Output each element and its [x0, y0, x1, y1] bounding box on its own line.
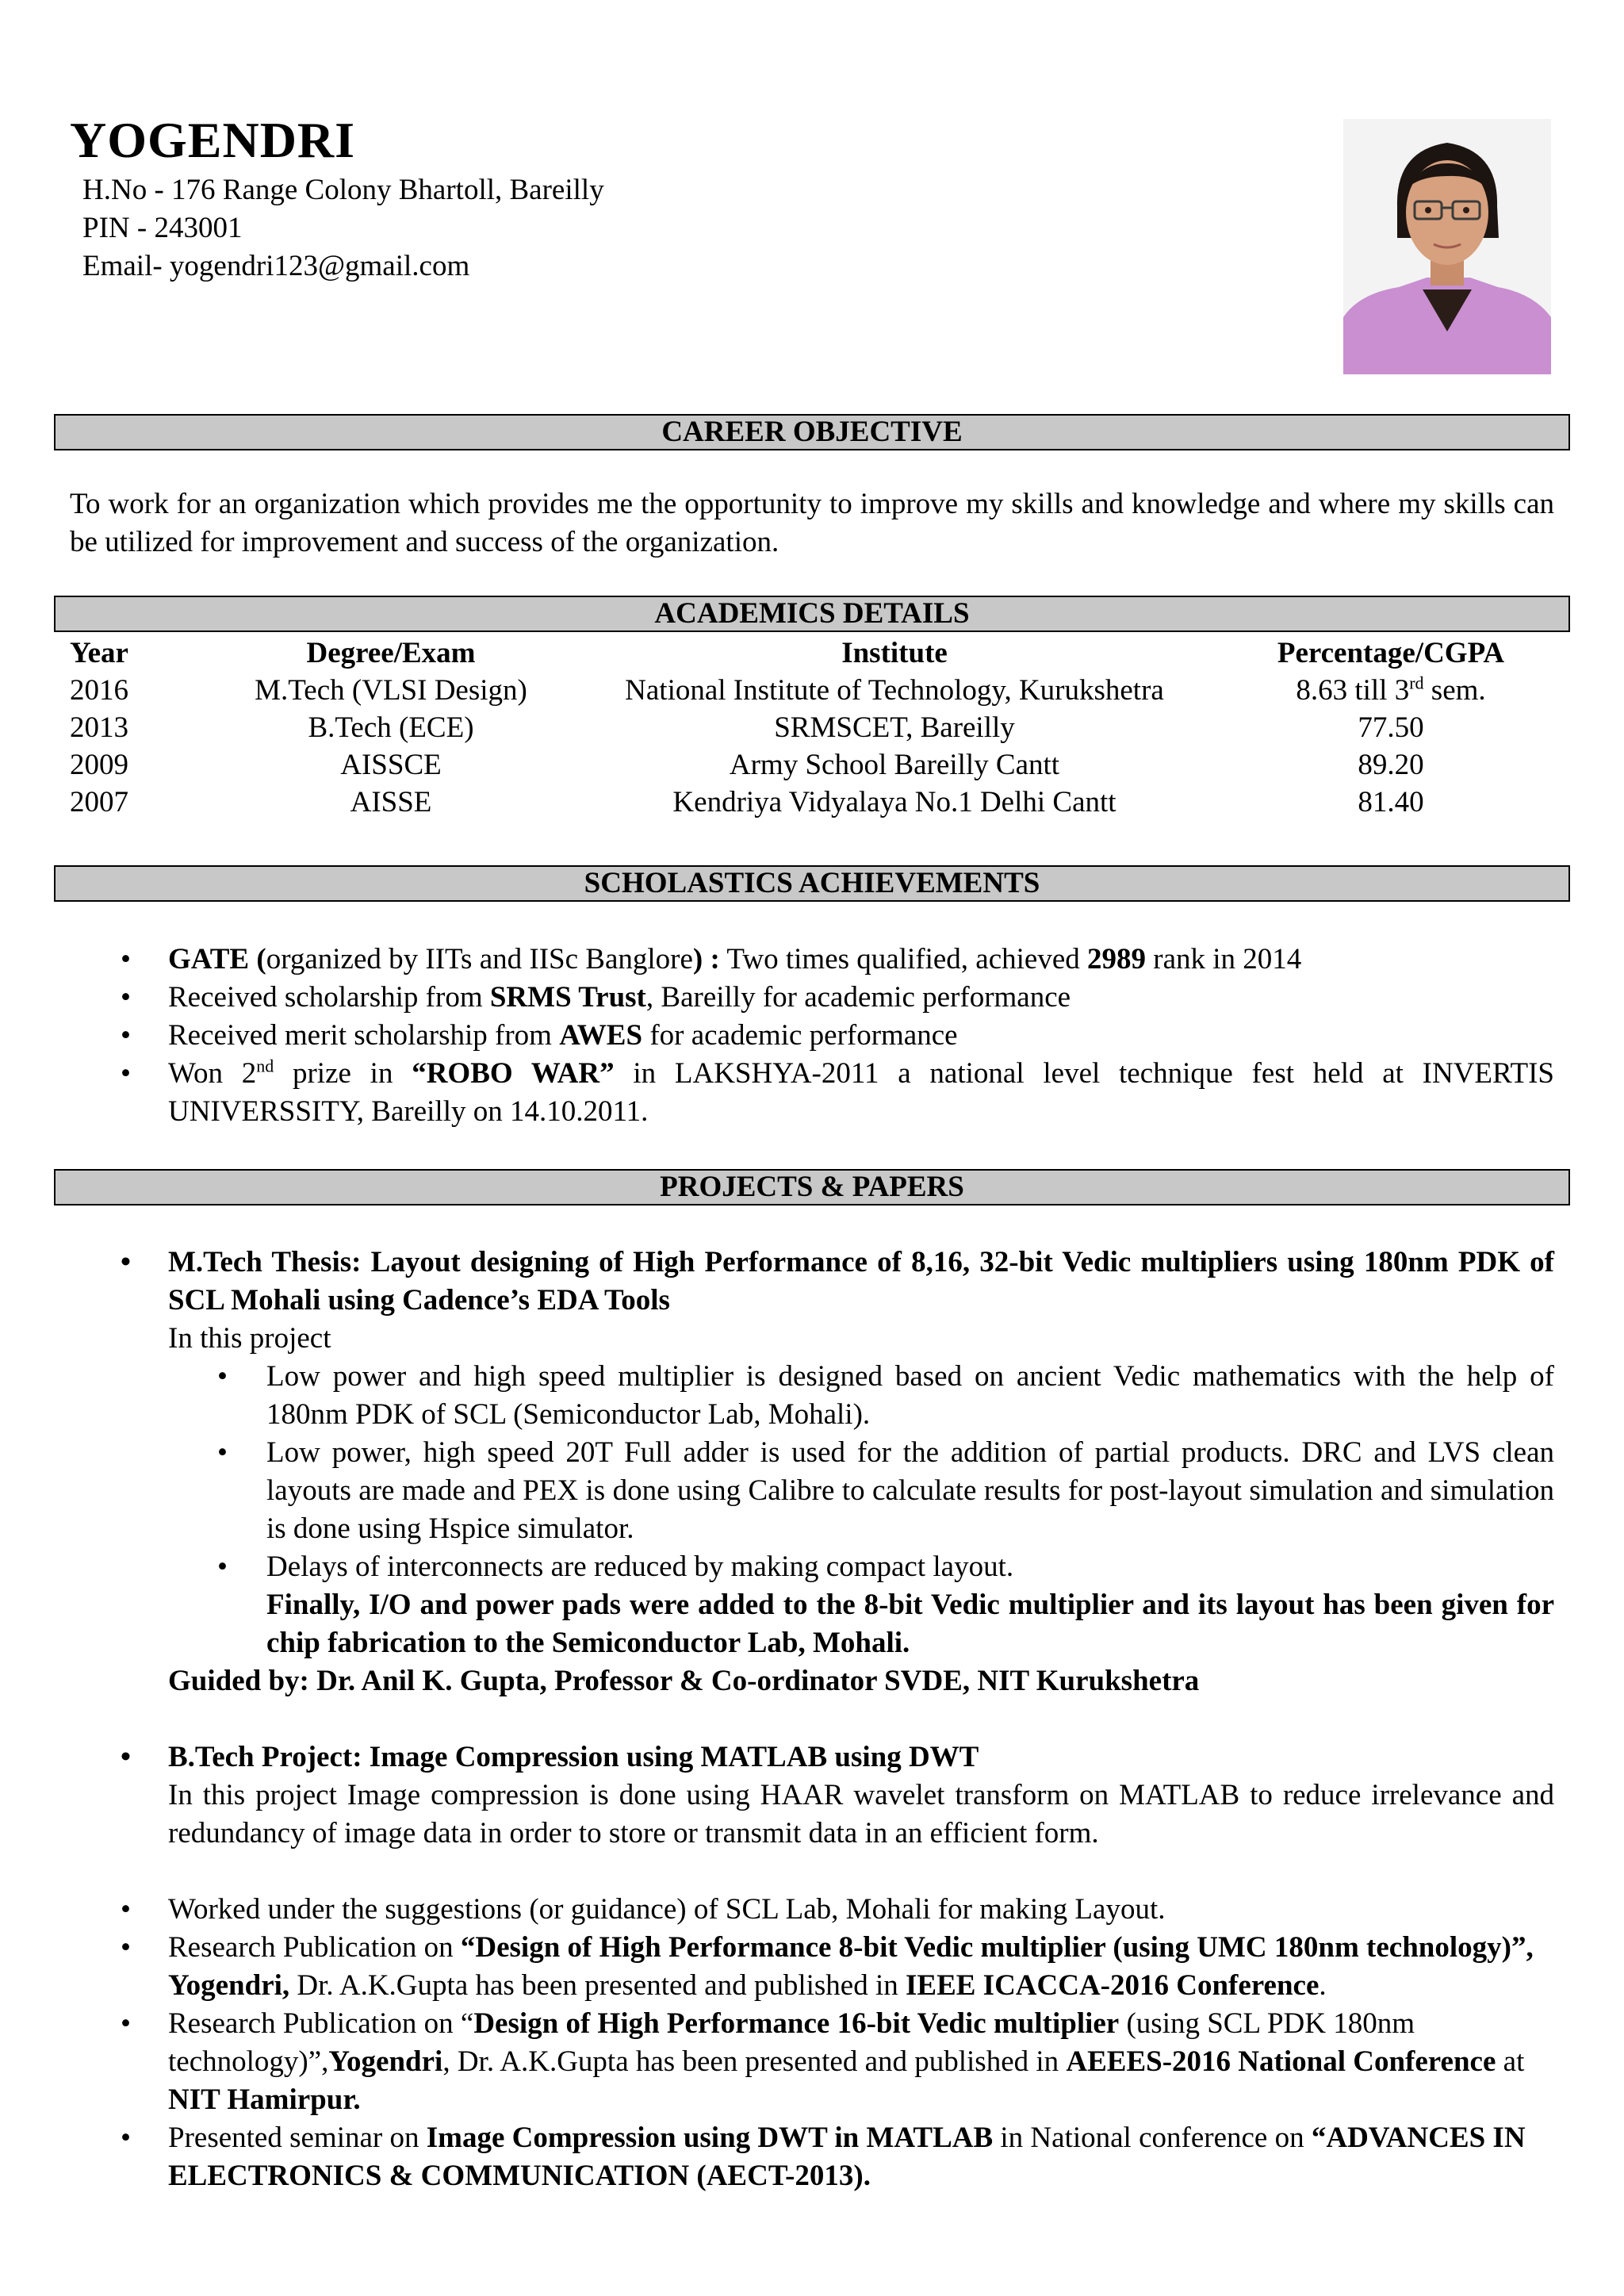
pub1-authors: Dr. A.K.Gupta has been presented and published in — [289, 1969, 906, 2002]
pub1-end: . — [1319, 1969, 1327, 2002]
pub2-title: Design of High Performance 16-bit Vedic multiplier — [473, 2007, 1120, 2040]
pub2-author: Yogendri — [328, 2045, 443, 2078]
candidate-name: YOGENDRI — [70, 112, 356, 168]
projects-header: PROJECTS & PAPERS — [54, 1169, 1570, 1205]
gate-text: Two times qualified, achieved — [719, 943, 1088, 976]
table-row — [70, 672, 1554, 709]
mtech-final-note: Finally, I/O and power pads were added to the 8-bit Vedic multiplier and its layout has been given for chip fabrication to the Semiconductor Lab, Mohali. — [266, 1589, 1554, 1659]
awes-tail: for academic performance — [642, 1019, 958, 1052]
projects-list — [70, 1244, 1554, 2195]
col-percentage: Percentage/CGPA — [1277, 637, 1505, 669]
table-row — [70, 746, 1554, 784]
table-row — [70, 784, 1554, 821]
col-year: Year — [70, 637, 128, 669]
scholastics-list — [70, 941, 1562, 1131]
seminar-conf-text: in National conference on — [993, 2122, 1312, 2154]
col-institute: Institute — [841, 637, 948, 669]
robo-tail: in LAKSHYA-2011 a national level technique fest held at INVERTIS UNIVERSSITY, Bareilly on 14.10.2011. — [168, 1057, 1562, 1128]
robo-prize: prize in — [274, 1057, 412, 1090]
pub2-tech: (using SCL PDK 180nm technology)”, — [168, 2007, 1423, 2078]
score-superscript: rd — [1409, 673, 1424, 693]
pub2-text: Research Publication on “ — [168, 2007, 474, 2040]
mtech-thesis-title: • M.Tech Thesis: Layout designing of High Performance of 8,16, 32-bit Vedic multipliers using 180nm PDK of SCL Mohali using Cadence’s EDA Tools — [70, 1244, 1554, 1320]
btech-project-title: • B.Tech Project: Image Compression using MATLAB using DWT — [70, 1738, 1554, 1777]
list-item-srms — [70, 979, 1554, 1017]
pub2-at: at — [1496, 2045, 1532, 2078]
mtech-guide: Guided by: Dr. Anil K. Gupta, Professor & Co-ordinator SVDE, NIT Kurukshetra — [168, 1665, 1200, 1697]
gate-label: GATE ( — [168, 943, 266, 976]
year-cell: 2009 — [70, 749, 128, 781]
gate-colon: ) : — [692, 943, 720, 976]
mtech-intro: In this project — [168, 1322, 331, 1355]
academics-header: ACADEMICS DETAILS — [54, 596, 1570, 632]
list-item-awes — [70, 1017, 1554, 1055]
degree-cell: M.Tech (VLSI Design) — [255, 674, 527, 707]
mtech-point: • Delays of interconnects are reduced by making compact layout. — [70, 1548, 1554, 1586]
pin-line: PIN - 243001 — [82, 212, 243, 244]
career-objective-text: To work for an organization which provides me the opportunity to improve my skills and knowledge and where my skills can be utilized for improvement and success of the organization. — [70, 488, 1554, 558]
academics-table — [70, 634, 1554, 821]
seminar-text: Presented seminar on — [168, 2122, 427, 2154]
btech-description: In this project Image compression is done using HAAR wavelet transform on MATLAB to reduce irrelevance and redundancy of image data in order to store or transmit data in an efficient form. — [168, 1779, 1554, 1849]
publication-item-1 — [70, 1929, 1554, 2005]
degree-cell: B.Tech (ECE) — [308, 711, 474, 744]
institute-cell: Army School Bareilly Cantt — [729, 749, 1060, 781]
score-tail: sem. — [1423, 674, 1486, 707]
score-cell — [1228, 672, 1554, 709]
table-row — [70, 709, 1554, 746]
institute-cell: National Institute of Technology, Kurukshetra — [625, 674, 1164, 707]
seminar-topic: Image Compression using DWT in MATLAB — [426, 2122, 994, 2154]
robo-text: Won 2 — [168, 1057, 257, 1090]
gate-organizer: organized by IITs and IISc Banglore — [266, 943, 693, 976]
robo-war-name: “ROBO WAR” — [412, 1057, 615, 1090]
pub1-text: Research Publication on — [168, 1931, 461, 1964]
career-objective-header: CAREER OBJECTIVE — [54, 414, 1570, 450]
email-line: Email- yogendri123@gmail.com — [82, 250, 470, 282]
pub2-venue: AEEES-2016 National Conference — [1066, 2045, 1496, 2078]
pub1-title: “Design of High Performance 8-bit Vedic multiplier (using UMC 180nm technology)”, Yogendri, — [168, 1931, 1534, 2002]
score-cell: 81.40 — [1358, 786, 1424, 818]
srms-tail: , Bareilly for academic performance — [645, 981, 1071, 1014]
mtech-point: • Low power, high speed 20T Full adder is used for the addition of partial products. DRC and LVS clean layouts are made and PEX is done using Calibre to calculate results for post-layout simulation and simulation is done using Hspice simulator. — [70, 1434, 1554, 1548]
score-cell: 77.50 — [1358, 711, 1424, 744]
score-value: 8.63 till 3 — [1296, 674, 1410, 707]
profile-photo — [1343, 119, 1551, 374]
pub1-venue: IEEE ICACCA-2016 Conference — [906, 1969, 1320, 2002]
scholastics-header: SCHOLASTICS ACHIEVEMENTS — [54, 865, 1570, 902]
institute-cell: Kendriya Vidyalaya No.1 Delhi Cantt — [672, 786, 1116, 818]
seminar-item — [70, 2119, 1554, 2195]
pub2-location: NIT Hamirpur. — [168, 2083, 361, 2116]
score-cell: 89.20 — [1358, 749, 1424, 781]
srms-text: Received scholarship from — [168, 981, 490, 1014]
robo-superscript: nd — [256, 1056, 274, 1076]
publication-item-2 — [70, 2005, 1554, 2119]
gate-rank: 2989 — [1087, 943, 1147, 976]
degree-cell: AISSE — [350, 786, 432, 818]
seminar-conference: “ADVANCES IN ELECTRONICS & COMMUNICATION (AECT-2013). — [168, 2122, 1526, 2192]
gate-year: rank in 2014 — [1146, 943, 1302, 976]
year-cell: 2013 — [70, 711, 128, 744]
col-degree: Degree/Exam — [306, 637, 476, 669]
scl-guidance-item: • Worked under the suggestions (or guidance) of SCL Lab, Mohali for making Layout. — [70, 1891, 1554, 1929]
list-item-gate — [70, 941, 1554, 979]
awes-name: AWES — [559, 1019, 643, 1052]
mtech-point: • Low power and high speed multiplier is designed based on ancient Vedic mathematics with the help of 180nm PDK of SCL (Semiconductor Lab, Mohali). — [70, 1358, 1554, 1434]
list-item-robo-war — [70, 1055, 1562, 1131]
institute-cell: SRMSCET, Bareilly — [774, 711, 1015, 744]
srms-trust: SRMS Trust — [489, 981, 646, 1014]
degree-cell: AISSCE — [340, 749, 442, 781]
year-cell: 2016 — [70, 674, 128, 707]
pub2-coauthor: , Dr. A.K.Gupta has been presented and published in — [442, 2045, 1067, 2078]
year-cell: 2007 — [70, 786, 128, 818]
awes-text: Received merit scholarship from — [168, 1019, 560, 1052]
academics-header-row — [70, 634, 1554, 672]
address-line: H.No - 176 Range Colony Bhartoll, Bareilly — [82, 174, 604, 206]
